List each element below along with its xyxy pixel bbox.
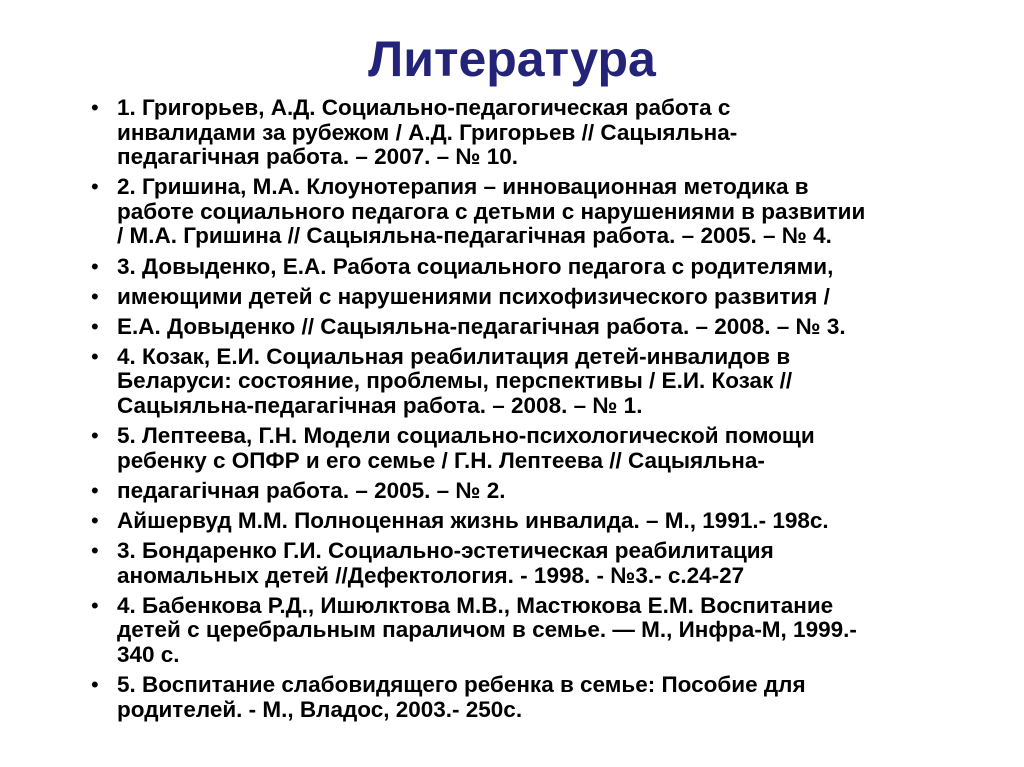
reference-line: ребенку с ОПФР и его семье / Г.Н. Лептеева // Сацыяльна-: [117, 447, 765, 473]
bullet-icon: •: [91, 283, 99, 309]
reference-line: Беларуси: состояние, проблемы, перспективы / Е.И. Козак //: [117, 368, 793, 394]
list-item: [86, 315, 1006, 340]
reference-line: работе социального педагога с детьми с нарушениями в развитии: [117, 198, 866, 224]
bullet-icon: •: [91, 253, 99, 279]
reference-line: 3. Довыденко, Е.А. Работа социального педагога с родителями,: [117, 253, 834, 279]
reference-line: Айшервуд М.М. Полноценная жизнь инвалида. – М., 1991.- 198с.: [117, 507, 829, 533]
reference-line: 4. Козак, Е.И. Социальная реабилитация детей-инвалидов в: [117, 343, 791, 369]
reference-line: 1. Григорьев, А.Д. Социально-педагогическая работа с: [117, 95, 731, 120]
list-item: [86, 285, 1006, 310]
list-item: [86, 255, 1006, 280]
reference-line: детей с церебральным параличом в семье. — М., Инфра-М, 1999.-: [117, 617, 857, 643]
reference-line: Сацыяльна-педагагічная работа. – 2008. – № 1.: [117, 393, 643, 419]
bullet-icon: •: [91, 343, 99, 369]
bullet-icon: •: [91, 313, 99, 339]
bullet-icon: •: [91, 671, 99, 697]
bullet-icon: •: [91, 507, 99, 533]
reference-line: 2. Гришина, М.А. Клоунотерапия – инновационная методика в: [117, 174, 809, 200]
reference-line: родителей. - М., Владос, 2003.- 250с.: [117, 696, 523, 722]
list-item: [86, 345, 1006, 419]
bullet-icon: •: [91, 95, 99, 120]
reference-line: 3. Бондаренко Г.И. Социально-эстетическая реабилитация: [117, 538, 774, 563]
reference-line: 5. Лептеева, Г.Н. Модели социально-психологической помощи: [117, 423, 815, 449]
list-item: [86, 424, 1006, 473]
reference-line: инвалидами за рубежом / А.Д. Григорьев // Сацыяльна-: [117, 119, 738, 145]
reference-line: 340 с.: [117, 641, 180, 667]
list-item: [86, 175, 1006, 249]
bullet-icon: •: [91, 538, 99, 563]
reference-line: 5. Воспитание слабовидящего ребенка в семье: Пособие для: [117, 671, 806, 697]
list-item: [86, 539, 1006, 588]
reference-line: педагагічная работа. – 2005. – № 2.: [117, 477, 506, 503]
bullet-icon: •: [91, 477, 99, 503]
list-item: [86, 509, 1006, 534]
reference-line: Е.А. Довыденко // Сацыяльна-педагагічная работа. – 2008. – № 3.: [117, 313, 846, 339]
bullet-icon: •: [91, 592, 99, 618]
bullet-icon: •: [91, 174, 99, 200]
list-item: [86, 96, 1006, 170]
bibliography-list: [86, 96, 1006, 728]
slide-title: Литература: [368, 31, 656, 87]
list-item: [86, 673, 1006, 722]
reference-line: имеющими детей с нарушениями психофизического развития /: [117, 283, 830, 309]
bullet-icon: •: [91, 423, 99, 449]
list-item: [86, 479, 1006, 504]
reference-line: педагагічная работа. – 2007. – № 10.: [117, 144, 519, 170]
reference-line: аномальных детей //Дефектология. - 1998. - №3.- с.24-27: [117, 562, 745, 588]
list-item: [86, 594, 1006, 668]
reference-line: 4. Бабенкова Р.Д., Ишюлктова М.В., Мастюкова Е.М. Воспитание: [117, 592, 834, 618]
reference-line: / М.А. Гришина // Сацыяльна-педагагічная работа. – 2005. – № 4.: [117, 223, 832, 249]
